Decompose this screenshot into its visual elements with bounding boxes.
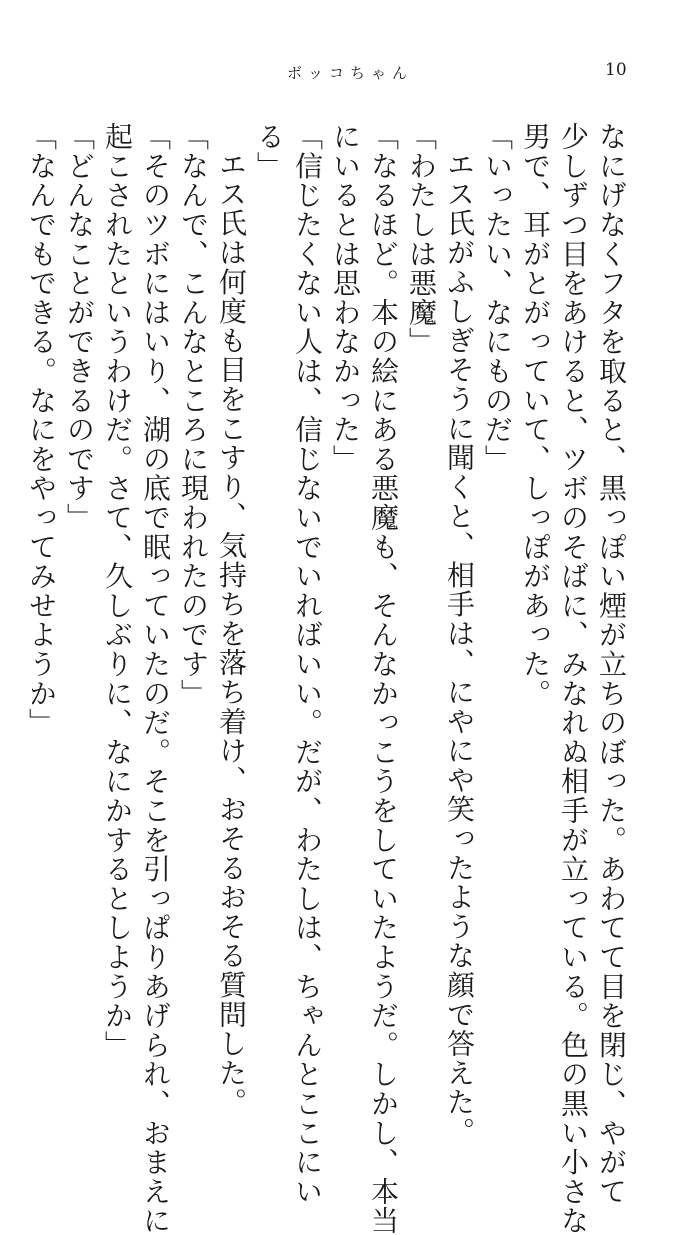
body-text: [22, 122, 630, 1235]
text-line: 少しずつ目をあけると、ツボのそばに、みなれぬ相手が立っている。色の黒い小さな: [557, 122, 590, 1235]
running-title: ボッコちゃん: [286, 64, 413, 82]
text-line: 男で、耳がとがっていて、しっぽがあった。: [519, 122, 552, 708]
text-line: 起こされたというわけだ。さて、久しぶりに、なにかするとしようか」: [101, 122, 134, 1060]
text-line: にいるとは思わなかった」: [329, 122, 362, 474]
text-line: 「どんなことができるのです」: [63, 122, 96, 533]
text-line: 「わたしは悪魔」: [405, 122, 438, 357]
text-line: る」: [253, 122, 286, 181]
text-line: エス氏は何度も目をこすり、気持ちを落ち着け、おそるおそる質問した。: [215, 150, 248, 1117]
text-line: 「なんでもできる。なにをやってみせようか」: [25, 122, 58, 738]
page-number: 10: [605, 60, 627, 80]
text-line: 「そのツボにはいり、湖の底で眠っていたのだ。そこを引っぱりあげられ、おまえに: [139, 122, 172, 1235]
text-line: なにげなくフタを取ると、黒っぽい煙が立ちのぼった。あわてて目を閉じ、やがて: [595, 122, 628, 1207]
text-line: エス氏がふしぎそうに聞くと、相手は、にやにや笑ったような顔で答えた。: [443, 150, 476, 1147]
text-line: 「なるほど。本の絵にある悪魔も、そんなかっこうをしていたようだ。しかし、本当: [367, 122, 400, 1235]
text-line: 「なんで、こんなところに現われたのです」: [177, 122, 210, 708]
text-line: 「信じたくない人は、信じないでいればいい。だが、わたしは、ちゃんとここにい: [291, 122, 324, 1207]
text-line: 「いったい、なにものだ」: [481, 122, 514, 474]
